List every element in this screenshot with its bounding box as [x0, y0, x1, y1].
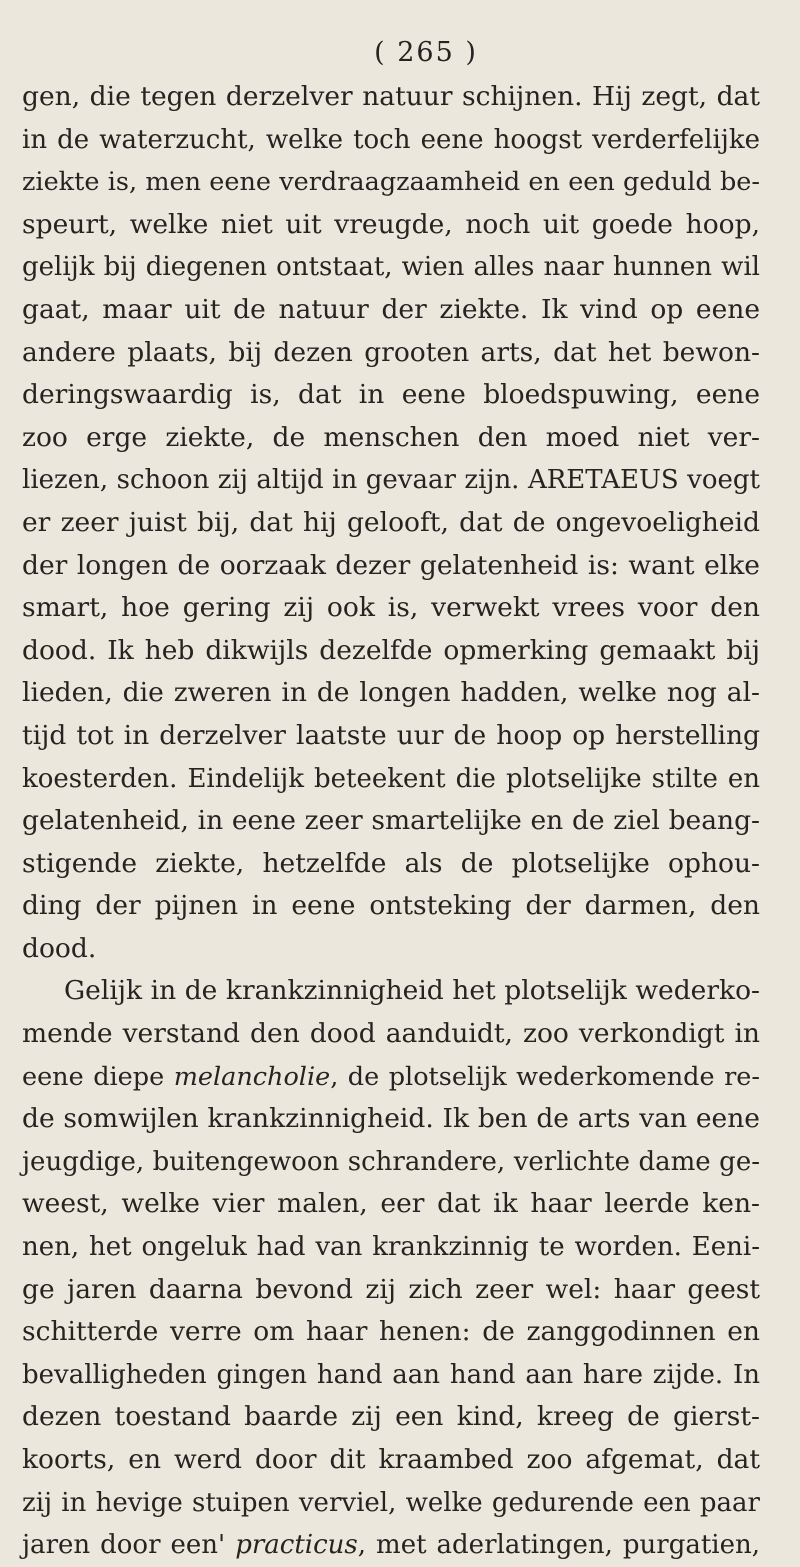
text-line: bevalligheden gingen hand aan hand aan hare zijde. In [22, 1359, 760, 1390]
text-line: deringswaardig is, dat in eene bloedspuwing, eene [22, 379, 760, 411]
text-line: jeugdige, buitengewoon schrandere, verlichte dame ge- [22, 1146, 760, 1177]
text-line: andere plaats, bij dezen grooten arts, dat het bewon- [22, 336, 760, 368]
text-line: zij in hevige stuipen verviel, welke gedurende een paar [22, 1487, 760, 1518]
text-line: weest, welke vier malen, eer dat ik haar leerde ken- [22, 1188, 760, 1220]
text-line: gaat, maar uit de natuur der ziekte. Ik vind op eene [22, 293, 760, 325]
text-line: gelijk bij diegenen ontstaat, wien alles naar hunnen wil [22, 252, 760, 283]
text-line: ding der pijnen in eene ontsteking der darmen, den [22, 890, 760, 922]
body-text [22, 76, 760, 1567]
text-line: de somwijlen krankzinnigheid. Ik ben de arts van eene [22, 1103, 760, 1135]
text-line: mende verstand den dood aanduidt, zoo verkondigt in [22, 1018, 760, 1050]
text-line: er zeer juist bij, dat hij gelooft, dat de ongevoeligheid [22, 506, 760, 538]
text-line: Gelijk in de krankzinnigheid het plotselijk wederko- [64, 975, 760, 1007]
text-line: jaren door een' practicus, met aderlatingen, purgatien, [22, 1530, 760, 1561]
text-line: eene diepe melancholie, de plotselijk wederkomende re- [22, 1061, 760, 1092]
text-line: koorts, en werd door dit kraambed zoo afgemat, dat [22, 1444, 760, 1475]
text-line: zoo erge ziekte, de menschen den moed niet ver- [22, 421, 760, 453]
text-line: lieden, die zweren in de longen hadden, welke nog al- [22, 677, 760, 709]
text-line: dood. [22, 932, 97, 964]
text-line: tijd tot in derzelver laatste uur de hoop op herstelling [22, 719, 760, 751]
text-line: liezen, schoon zij altijd in gevaar zijn. ARETAEUS voegt [22, 465, 760, 496]
text-line: gelatenheid, in eene zeer smartelijke en de ziel beang- [22, 805, 760, 837]
text-line: in de waterzucht, welke toch eene hoogst verderfelijke [22, 124, 760, 155]
text-line: schitterde verre om haar henen: de zanggodinnen en [22, 1316, 760, 1348]
text-line: dood. Ik heb dikwijls dezelfde opmerking gemaakt bij [22, 634, 760, 666]
text-line: ziekte is, men eene verdraagzaamheid en een geduld be- [22, 167, 760, 198]
text-line: nen, het ongeluk had van krankzinnig te worden. Eeni- [22, 1232, 760, 1263]
text-line: smart, hoe gering zij ook is, verwekt vrees voor den [22, 592, 760, 624]
text-line: stigende ziekte, hetzelfde als de plotselijke ophou- [22, 847, 760, 879]
text-line: speurt, welke niet uit vreugde, noch uit goede hoop, [22, 208, 760, 240]
text-line: dezen toestand baarde zij een kind, kreeg de gierst- [22, 1401, 760, 1433]
text-line: koesterden. Eindelijk beteekent die plotselijke stilte en [22, 763, 760, 794]
text-line: gen, die tegen derzelver natuur schijnen. Hij zegt, dat [22, 81, 760, 112]
text-line: ge jaren daarna bevond zij zich zeer wel: haar geest [22, 1273, 760, 1305]
text-line: der longen de oorzaak dezer gelatenheid is: want elke [22, 549, 760, 581]
page-number: ( 265 ) [374, 37, 478, 68]
